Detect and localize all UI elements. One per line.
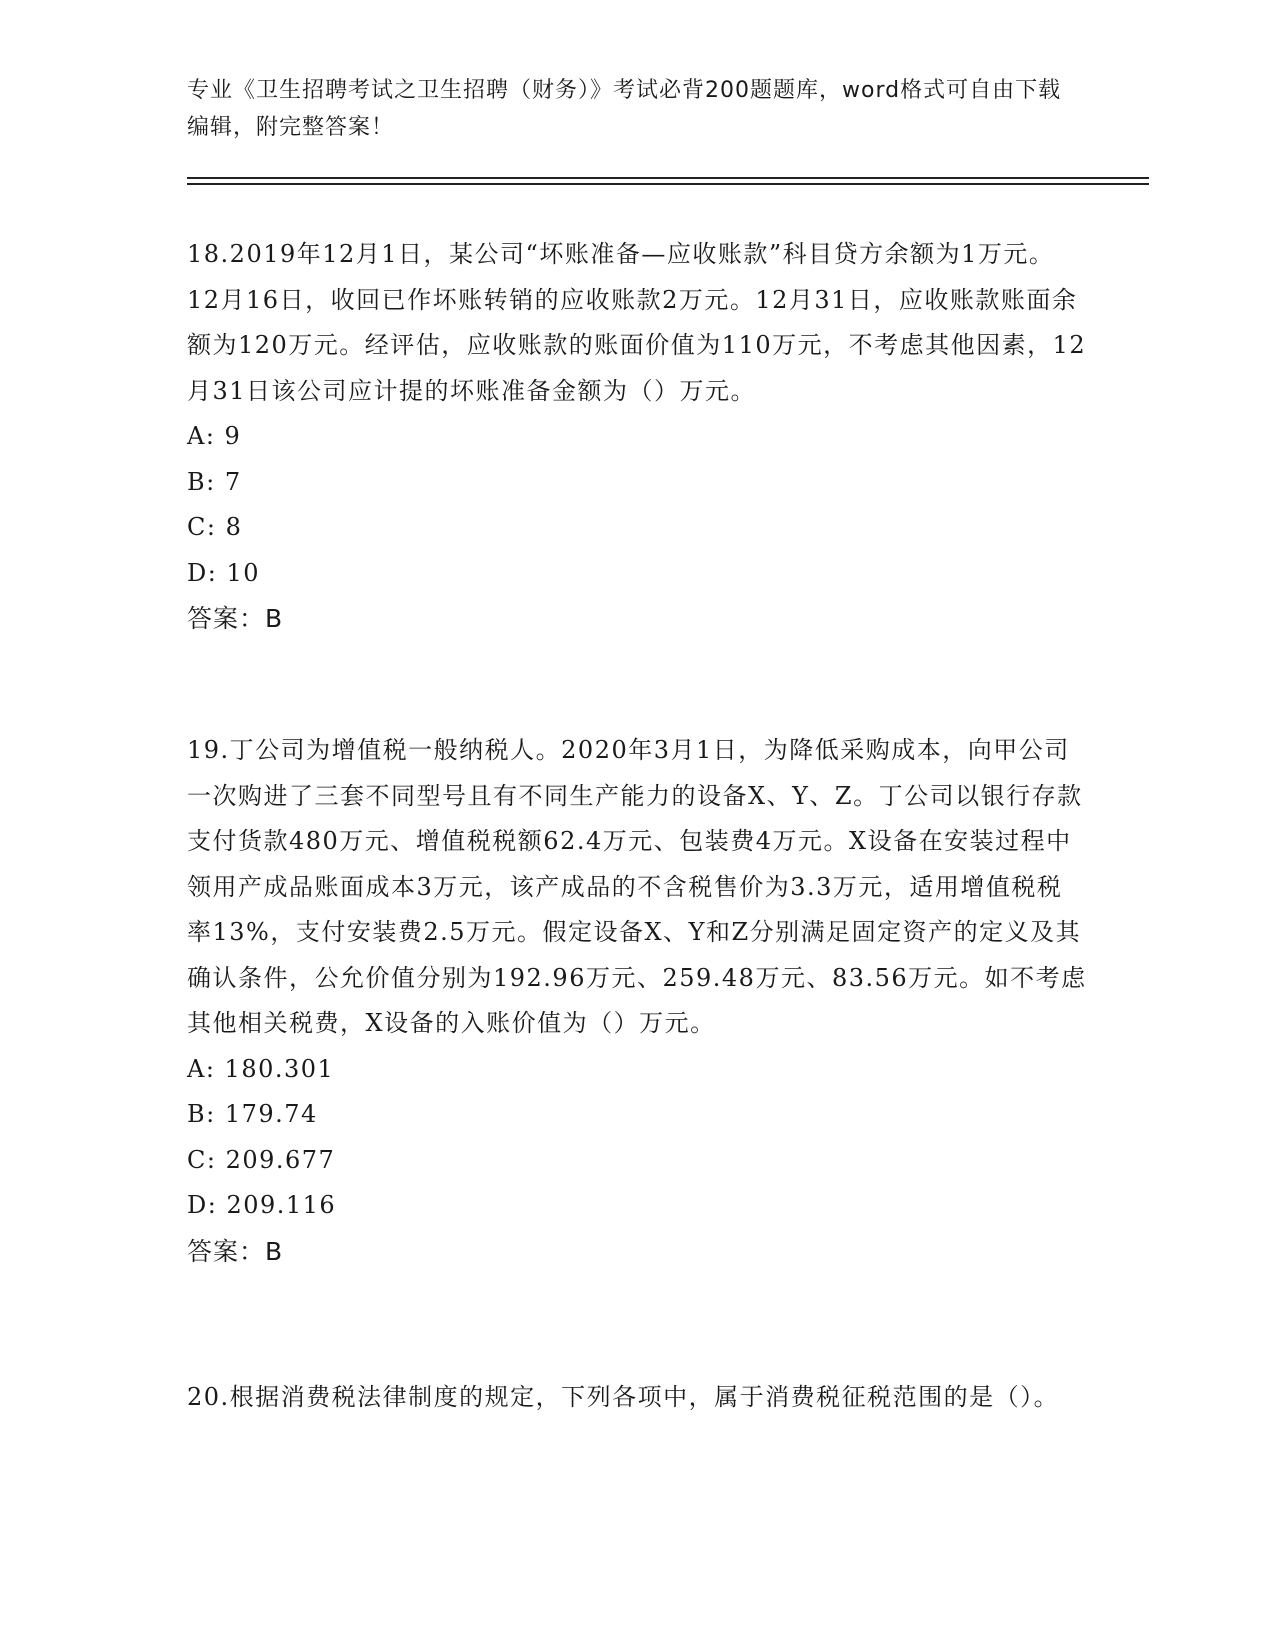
option-b: B: 7 bbox=[187, 467, 242, 496]
answer: 答案：B bbox=[187, 604, 284, 633]
header-rule-top bbox=[187, 177, 1149, 179]
option-c: C: 209.677 bbox=[187, 1145, 336, 1174]
question-20 bbox=[187, 1375, 1087, 1421]
question-text: 19.丁公司为增值税一般纳税人。2020年3月1日，为降低采购成本，向甲公司一次购进了三套不同型号且有不同生产能力的设备X、Y、Z。丁公司以银行存款支付货款480万元、增值税税额62.4万元、包装费4万元。X设备在安装过程中领用产成品账面成本3万元，该产成品的不含税售价为3.3万元，适用增值税税率13%，支付安装费2.5万元。假定设备X、Y和Z分别满足固定资产的定义及其确认条件，公允价值分别为192.96万元、259.48万元、83.56万元。如不考虑其他相关税费，X设备的入账价值为（）万元。 bbox=[187, 736, 1087, 1037]
document-header: 专业《卫生招聘考试之卫生招聘（财务）》考试必背200题题库，word格式可自由下载编辑，附完整答案！ bbox=[187, 78, 1062, 140]
question-18 bbox=[187, 232, 1087, 642]
option-c: C: 8 bbox=[187, 513, 243, 541]
option-d: D: 209.116 bbox=[187, 1191, 337, 1219]
header-rule-bottom bbox=[187, 183, 1149, 185]
question-text: 20.根据消费税法律制度的规定，下列各项中，属于消费税征税范围的是（）。 bbox=[187, 1383, 1060, 1411]
question-19 bbox=[187, 728, 1087, 1274]
option-b: B: 179.74 bbox=[187, 1100, 318, 1128]
answer: 答案：B bbox=[187, 1236, 284, 1266]
question-text: 18.2019年12月1日，某公司“坏账准备—应收账款”科目贷方余额为1万元。12月16日，收回已作坏账转销的应收账款2万元。12月31日，应收账款账面余额为120万元。经评估，应收账款的账面价值为110万元，不考虑其他因素，12月31日该公司应计提的坏账准备金额为（）万元。 bbox=[187, 240, 1087, 405]
option-a: A: 180.301 bbox=[187, 1054, 335, 1083]
option-d: D: 10 bbox=[187, 558, 260, 587]
option-a: A: 9 bbox=[187, 422, 242, 450]
